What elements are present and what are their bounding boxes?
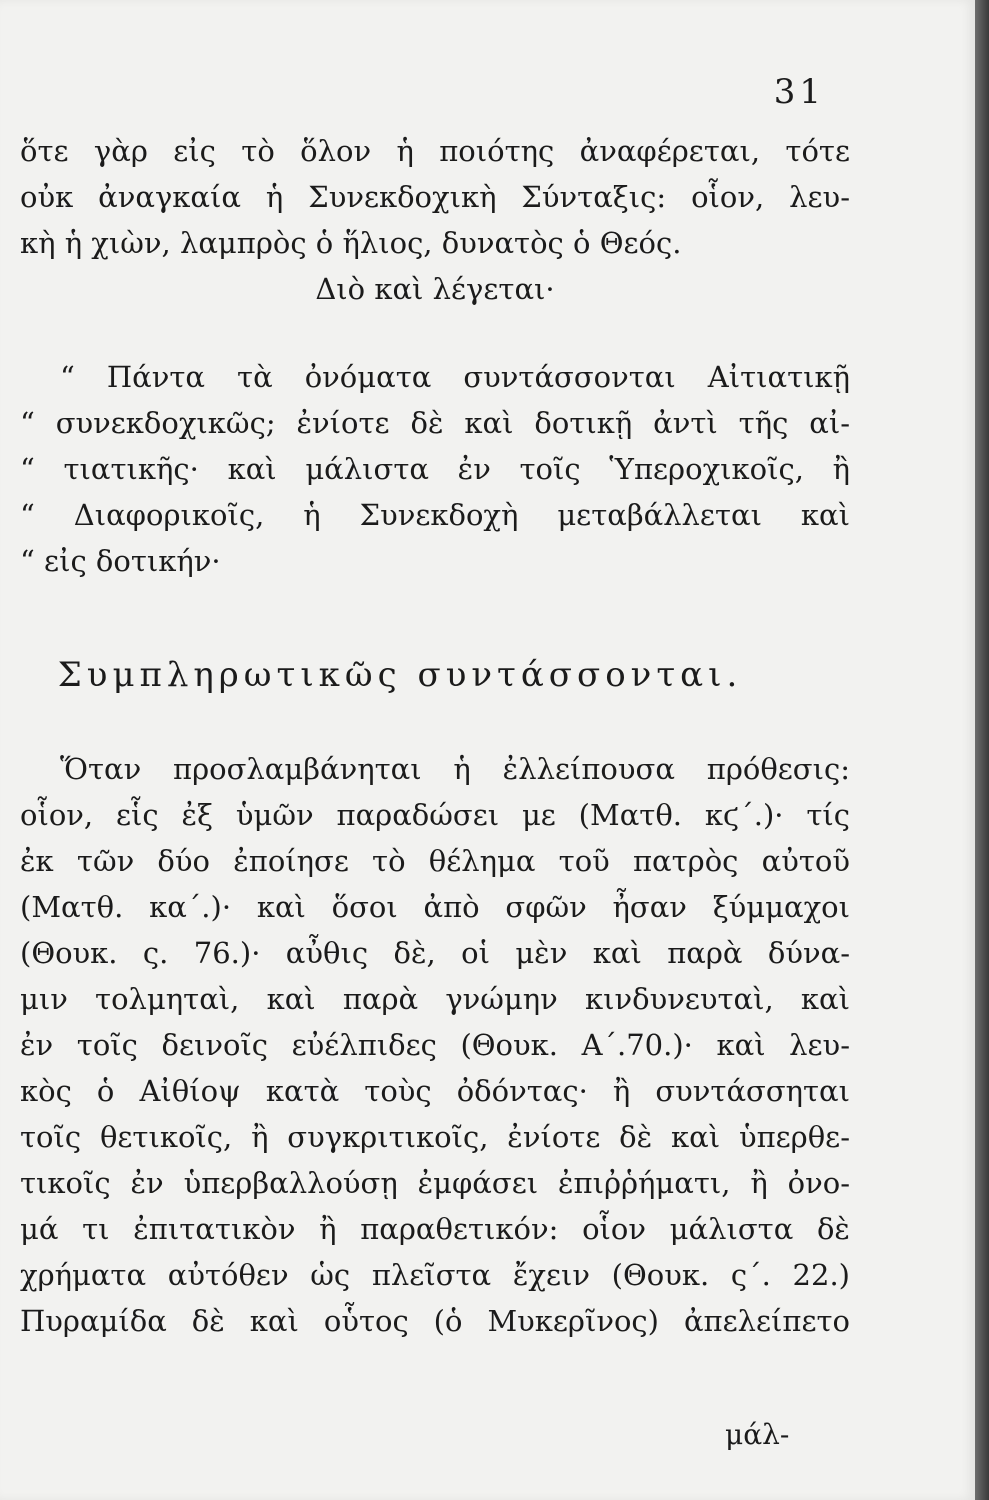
text-line: χρήματα αὐτόθεν ὡς πλεῖστα ἔχειν (Θουκ. ς΄. 22.) <box>20 1258 850 1292</box>
text-line: Πυραμίδα δὲ καὶ οὗτος (ὁ Μυκερῖνος) ἀπελείπετο <box>20 1304 850 1338</box>
quote-line: “ συνεκδοχικῶς; ἐνίοτε δὲ καὶ δοτικῇ ἀντὶ τῆς αἰ- <box>20 406 850 440</box>
paragraph-intro <box>20 128 850 312</box>
quote-line: “ τιατικῆς· καὶ μάλιστα ἐν τοῖς Ὑπεροχικοῖς, ἢ <box>20 452 850 486</box>
text-line: (Ματθ. κα΄.)· καὶ ὅσοι ἀπὸ σφῶν ἦσαν ξύμμαχοι <box>20 890 850 924</box>
text-line: τικοῖς ἐν ὑπερβαλλούσῃ ἐμφάσει ἐπιῤῥήματι, ἢ ὀνο- <box>20 1166 850 1200</box>
text-line: μά τι ἐπιτατικὸν ἢ παραθετικόν: οἷον μάλιστα δὲ <box>20 1212 850 1246</box>
text-line: ὅτε γὰρ εἰς τὸ ὅλον ἡ ποιότης ἀναφέρεται, τότε <box>20 134 850 168</box>
text-line: κὴ ἡ χιὼν, λαμπρὸς ὁ ἥλιος, δυνατὸς ὁ Θεός. <box>20 226 682 260</box>
quote-line: “ Πάντα τὰ ὀνόματα συντάσσονται Αἰτιατικῇ <box>60 360 850 394</box>
text-line: μιν τολμηταὶ, καὶ παρὰ γνώμην κινδυνευταὶ, καὶ <box>20 982 850 1016</box>
text-line: κὸς ὁ Αἰθίοψ κατὰ τοὺς ὀδόντας· ἢ συντάσσηται <box>20 1074 850 1108</box>
page-header <box>0 68 975 118</box>
quote-line: “ εἰς δοτικήν· <box>20 544 221 578</box>
dio-line: Διὸ καὶ λέγεται· <box>315 272 555 306</box>
text-line: Ὅταν προσλαμβάνηται ἡ ἐλλείπουσα πρόθεσις: <box>60 752 850 786</box>
page-number: 31 <box>773 72 825 112</box>
page-edge-shadow <box>975 0 989 1500</box>
text-line: ἐκ τῶν δύο ἐποίησε τὸ θέλημα τοῦ πατρὸς αὐτοῦ <box>20 844 850 878</box>
quote-line: “ Διαφορικοῖς, ἡ Συνεκδοχὴ μεταβάλλεται καὶ <box>20 498 850 532</box>
quoted-rule <box>20 354 850 584</box>
paragraph-main <box>20 746 850 1344</box>
text-line: τοῖς θετικοῖς, ἢ συγκριτικοῖς, ἐνίοτε δὲ καὶ ὑπερθε- <box>20 1120 850 1154</box>
text-line: (Θουκ. ς. 76.)· αὖθις δὲ, οἱ μὲν καὶ παρὰ δύνα- <box>20 936 850 970</box>
catchword: μάλ- <box>725 1418 790 1451</box>
section-heading: Συμπληρωτικῶς συντάσσονται. <box>57 655 743 695</box>
text-line: ἐν τοῖς δεινοῖς εὐέλπιδες (Θουκ. Α΄.70.)· καὶ λευ- <box>20 1028 850 1062</box>
text-line: οὐκ ἀναγκαία ἡ Συνεκδοχικὴ Σύνταξις: οἷον, λευ- <box>20 180 850 214</box>
text-line: οἷον, εἷς ἐξ ὑμῶν παραδώσει με (Ματθ. κϛ΄.)· τίς <box>20 798 850 832</box>
